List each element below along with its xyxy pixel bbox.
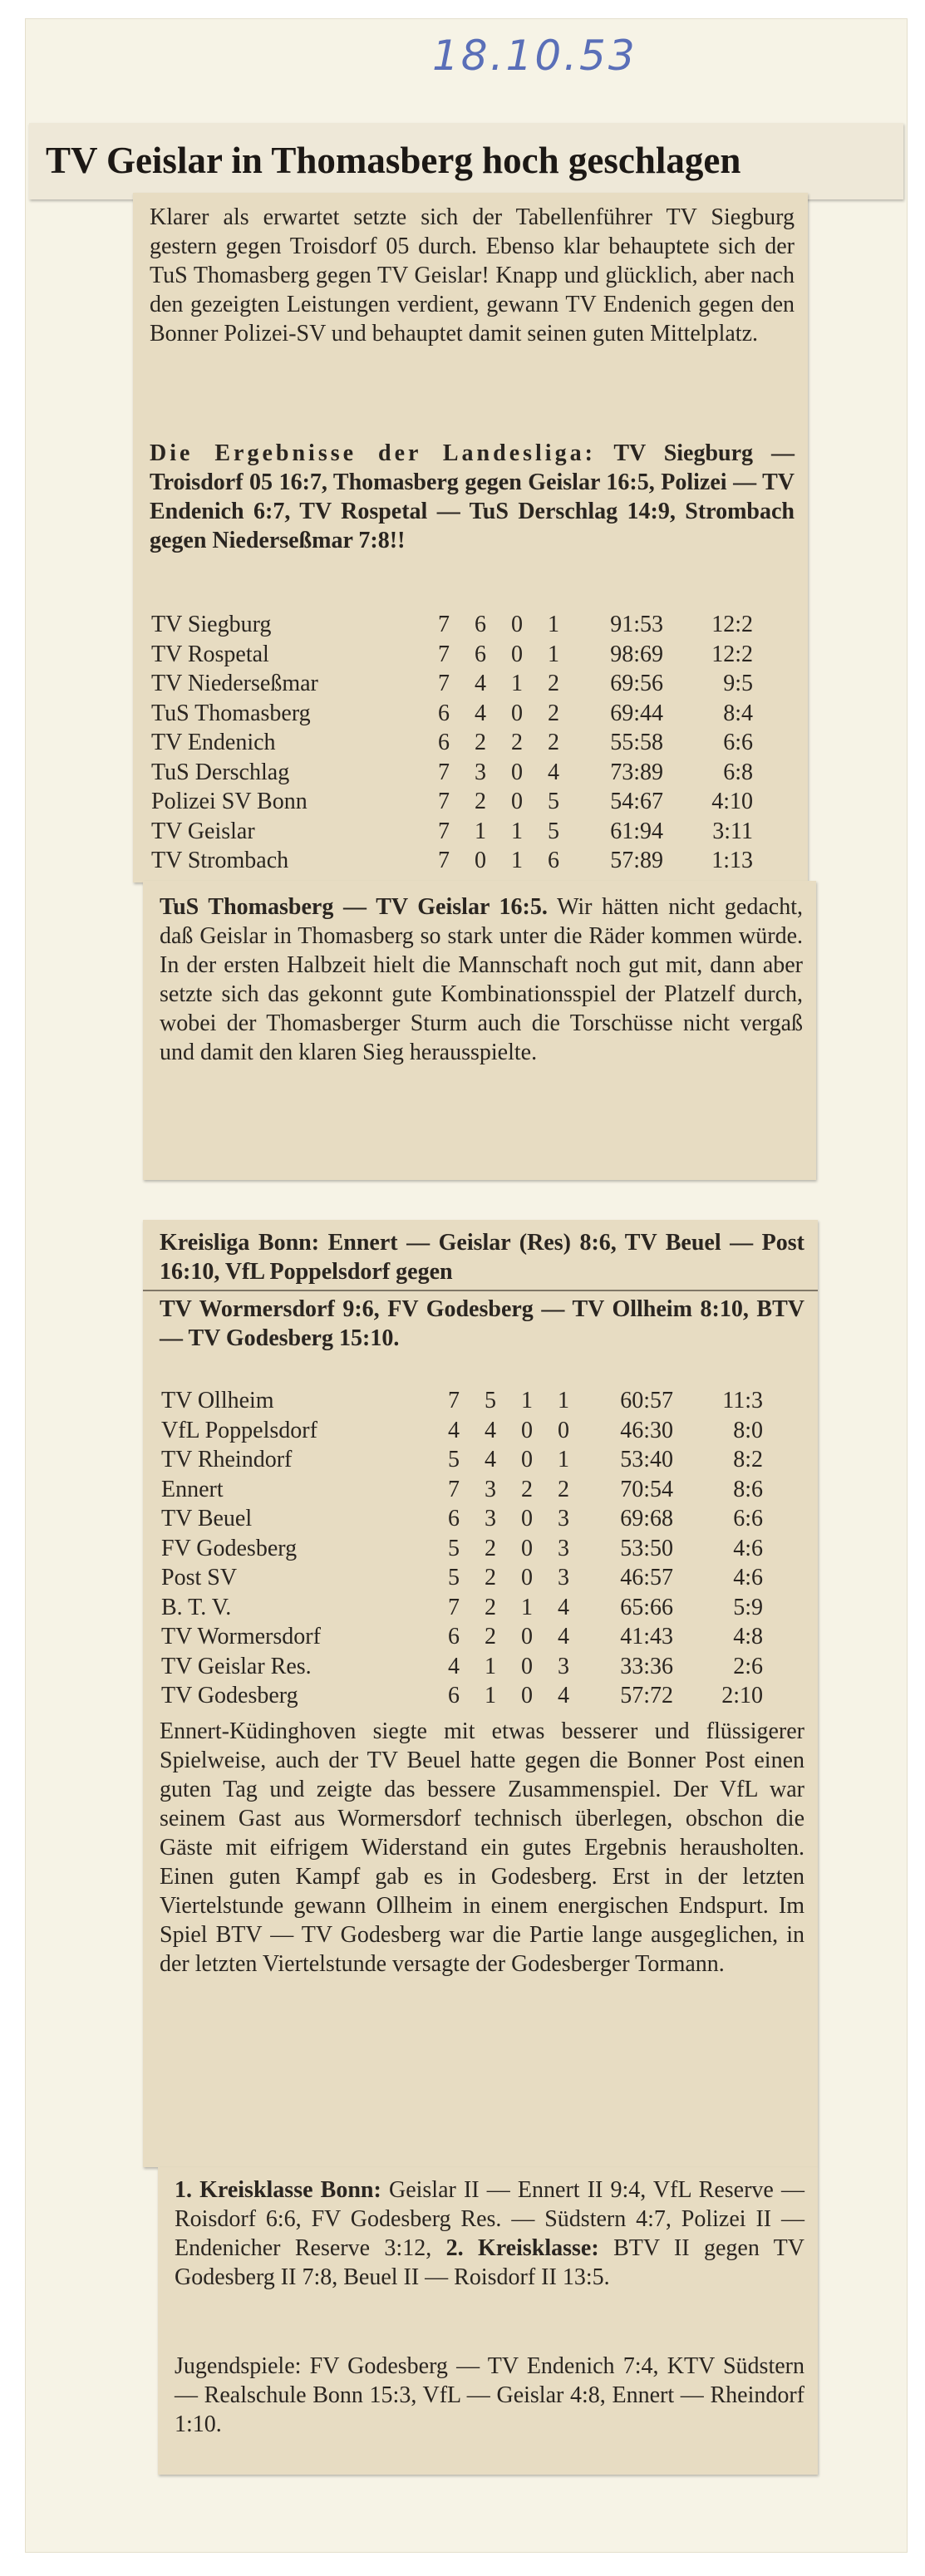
losses: 4 xyxy=(558,1594,569,1620)
losses: 4 xyxy=(558,1683,569,1708)
losses: 4 xyxy=(558,1624,569,1649)
table-row xyxy=(161,1475,763,1505)
wins: 2 xyxy=(475,789,486,814)
table-row xyxy=(151,787,753,817)
games-played: 5 xyxy=(448,1565,460,1590)
team-name: TV Geislar xyxy=(151,818,255,844)
draws: 1 xyxy=(511,848,523,873)
points: 4:6 xyxy=(733,1535,763,1561)
games-played: 4 xyxy=(448,1417,460,1443)
points: 8:4 xyxy=(723,700,753,726)
wins: 5 xyxy=(485,1388,496,1413)
goal-ratio: 69:44 xyxy=(610,700,663,726)
points: 2:6 xyxy=(733,1653,763,1679)
table-row xyxy=(161,1563,763,1593)
table-row xyxy=(151,758,753,788)
losses: 1 xyxy=(548,612,559,637)
games-played: 6 xyxy=(438,700,450,726)
draws: 0 xyxy=(521,1653,533,1679)
team-name: TuS Derschlag xyxy=(151,759,290,785)
draws: 0 xyxy=(521,1565,533,1590)
goal-ratio: 57:89 xyxy=(610,848,663,873)
points: 6:6 xyxy=(723,730,753,755)
team-name: TV Rheindorf xyxy=(161,1447,293,1472)
wins: 3 xyxy=(475,759,486,785)
goal-ratio: 53:50 xyxy=(620,1535,673,1561)
draws: 1 xyxy=(521,1388,533,1413)
goal-ratio: 41:43 xyxy=(620,1624,673,1649)
draws: 0 xyxy=(521,1624,533,1649)
points: 2:10 xyxy=(721,1683,763,1708)
points: 8:0 xyxy=(733,1417,763,1443)
team-name: TV Strombach xyxy=(151,848,289,873)
points: 8:6 xyxy=(733,1476,763,1502)
table-row xyxy=(161,1504,763,1534)
kreisklasse-2-label: 2. Kreisklasse: xyxy=(445,2235,599,2261)
goal-ratio: 33:36 xyxy=(620,1653,673,1679)
landesliga-results-text: TV Siegburg — Troisdorf 05 16:7, Thomasberg gegen Geislar 16:5, Polizei — TV Endenich 6:7, TV Rospetal — TuS Derschlag 14:9, Strombach gegen Niederseßmar 7:8!! xyxy=(150,440,795,553)
draws: 1 xyxy=(511,818,523,844)
games-played: 6 xyxy=(448,1506,460,1531)
headline-clipping xyxy=(29,123,903,199)
losses: 1 xyxy=(548,641,559,667)
wins: 4 xyxy=(485,1447,496,1472)
points: 3:11 xyxy=(712,818,753,844)
games-played: 7 xyxy=(438,759,450,785)
kreisklasse-results xyxy=(175,2175,804,2292)
draws: 1 xyxy=(521,1594,533,1620)
wins: 2 xyxy=(485,1535,496,1561)
goal-ratio: 98:69 xyxy=(610,641,663,667)
landesliga-heading: Die Ergebnisse der Landesliga: xyxy=(150,440,596,466)
goal-ratio: 69:56 xyxy=(610,671,663,696)
games-played: 6 xyxy=(448,1683,460,1708)
table-row xyxy=(151,610,753,640)
table-row xyxy=(151,640,753,670)
kreisklasse-clipping xyxy=(158,2167,818,2475)
wins: 2 xyxy=(485,1594,496,1620)
handwritten-date: 18.10.53 xyxy=(432,32,637,80)
wins: 4 xyxy=(475,671,486,696)
games-played: 7 xyxy=(448,1594,460,1620)
kreisklasse-2-text: BTV II gegen TV Godesberg II 7:8, Beuel II — Roisdorf II 13:5. xyxy=(175,2235,805,2290)
draws: 0 xyxy=(521,1506,533,1531)
table-row xyxy=(161,1593,763,1623)
draws: 0 xyxy=(511,789,523,814)
wins: 2 xyxy=(485,1624,496,1649)
games-played: 7 xyxy=(448,1476,460,1502)
losses: 6 xyxy=(548,848,559,873)
goal-ratio: 60:57 xyxy=(620,1388,673,1413)
wins: 6 xyxy=(475,612,486,637)
table-row xyxy=(151,669,753,699)
wins: 1 xyxy=(475,818,486,844)
wins: 4 xyxy=(485,1417,496,1443)
intro-paragraph: Klarer als erwartet setzte sich der Tabellenführer TV Siegburg gestern gegen Troisdorf 05 durch. Ebenso klar behauptete sich der TuS Thomasberg gegen TV Geislar! Knapp und glücklich, aber nach den gezeigten Leistungen verdient, gewann TV Endenich gegen den Bonner Polizei-SV und behauptet damit seinen guten Mittelplatz. xyxy=(150,204,795,347)
goal-ratio: 65:66 xyxy=(620,1594,673,1620)
kreisklasse-1-text: Geislar II — Ennert II 9:4, VfL Reserve — Roisdorf 6:6, FV Godesberg Res. — Südstern 4:7, Polizei II — Endenicher Reserve 3:12, xyxy=(175,2177,805,2261)
losses: 3 xyxy=(558,1535,569,1561)
team-name: TV Rospetal xyxy=(151,641,269,667)
losses: 1 xyxy=(558,1388,569,1413)
landesliga-clipping xyxy=(133,193,808,882)
draws: 1 xyxy=(511,671,523,696)
games-played: 7 xyxy=(438,818,450,844)
goal-ratio: 55:58 xyxy=(610,730,663,755)
draws: 0 xyxy=(511,641,523,667)
games-played: 4 xyxy=(448,1653,460,1679)
goal-ratio: 54:67 xyxy=(610,789,663,814)
kreisliga-report: Ennert-Küdinghoven siegte mit etwas besserer und flüssigerer Spielweise, auch der TV Beuel hatte gegen die Bonner Post einen guten Tag und zeigte das bessere Zusammenspiel. Der VfL war seinem Gast aus Wormersdorf technisch überlegen, obschon die Gäste mit eifrigem Widerstand ein gutes Ergebnis herausholten. Einen guten Kampf gab es in Godesberg. Erst in der letzten Viertelstunde gewann Ollheim in einem energischen Endspurt. Im Spiel BTV — TV Godesberg war die Partie lange ausgeglichen, in der letzten Viertelstunde versagte der Godesberger Tormann. xyxy=(160,1718,804,1977)
match-report-lead: TuS Thomasberg — TV Geislar 16:5. xyxy=(160,894,548,920)
goal-ratio: 73:89 xyxy=(610,759,663,785)
wins: 0 xyxy=(475,848,486,873)
points: 12:2 xyxy=(711,641,753,667)
team-name: TV Godesberg xyxy=(161,1683,298,1708)
points: 12:2 xyxy=(711,612,753,637)
losses: 1 xyxy=(558,1447,569,1472)
kreisliga-clipping xyxy=(143,1220,818,2167)
team-name: TuS Thomasberg xyxy=(151,700,311,726)
table-row xyxy=(161,1416,763,1446)
goal-ratio: 61:94 xyxy=(610,818,663,844)
table-row xyxy=(151,846,753,876)
team-name: Post SV xyxy=(161,1565,238,1590)
kreisklasse-1-label: 1. Kreisklasse Bonn: xyxy=(175,2177,381,2203)
landesliga-table xyxy=(151,610,753,876)
games-played: 7 xyxy=(438,671,450,696)
losses: 2 xyxy=(548,671,559,696)
games-played: 6 xyxy=(448,1624,460,1649)
table-row xyxy=(151,699,753,729)
goal-ratio: 53:40 xyxy=(620,1447,673,1472)
team-name: Ennert xyxy=(161,1476,224,1502)
goal-ratio: 70:54 xyxy=(620,1476,673,1502)
games-played: 6 xyxy=(438,730,450,755)
team-name: B. T. V. xyxy=(161,1594,232,1620)
wins: 1 xyxy=(485,1653,496,1679)
draws: 0 xyxy=(521,1683,533,1708)
games-played: 5 xyxy=(448,1447,460,1472)
losses: 5 xyxy=(548,818,559,844)
draws: 0 xyxy=(521,1535,533,1561)
goal-ratio: 46:57 xyxy=(620,1565,673,1590)
losses: 2 xyxy=(548,730,559,755)
table-row xyxy=(161,1534,763,1564)
losses: 2 xyxy=(548,700,559,726)
games-played: 7 xyxy=(438,789,450,814)
draws: 2 xyxy=(511,730,523,755)
wins: 2 xyxy=(485,1565,496,1590)
games-played: 7 xyxy=(438,848,450,873)
goal-ratio: 69:68 xyxy=(620,1506,673,1531)
games-played: 7 xyxy=(448,1388,460,1413)
points: 6:6 xyxy=(733,1506,763,1531)
team-name: TV Ollheim xyxy=(161,1388,274,1413)
points: 4:8 xyxy=(733,1624,763,1649)
match-report-clipping xyxy=(143,881,816,1180)
table-row xyxy=(161,1622,763,1652)
jugend-results: Jugendspiele: FV Godesberg — TV Endenich 7:4, KTV Südstern — Realschule Bonn 15:3, VfL — Geislar 4:8, Ennert — Rheindorf 1:10. xyxy=(175,2353,804,2437)
match-report xyxy=(160,892,803,1067)
wins: 1 xyxy=(485,1683,496,1708)
team-name: TV Beuel xyxy=(161,1506,253,1531)
games-played: 7 xyxy=(438,641,450,667)
goal-ratio: 57:72 xyxy=(620,1683,673,1708)
table-row xyxy=(161,1652,763,1682)
wins: 6 xyxy=(475,641,486,667)
draws: 0 xyxy=(521,1417,533,1443)
draws: 0 xyxy=(521,1447,533,1472)
losses: 3 xyxy=(558,1506,569,1531)
headline: TV Geislar in Thomasberg hoch geschlagen xyxy=(46,140,741,181)
goal-ratio: 46:30 xyxy=(620,1417,673,1443)
kreisliga-results-1: Kreisliga Bonn: Ennert — Geislar (Res) 8:6, TV Beuel — Post 16:10, VfL Poppelsdorf gegen xyxy=(160,1230,804,1285)
games-played: 5 xyxy=(448,1535,460,1561)
table-row xyxy=(151,817,753,847)
kreisliga-table xyxy=(161,1386,763,1711)
points: 9:5 xyxy=(723,671,753,696)
divider-rule xyxy=(143,1290,818,1291)
table-row xyxy=(161,1386,763,1416)
team-name: TV Geislar Res. xyxy=(161,1653,312,1679)
games-played: 7 xyxy=(438,612,450,637)
team-name: TV Endenich xyxy=(151,730,276,755)
points: 4:10 xyxy=(711,789,753,814)
table-row xyxy=(161,1445,763,1475)
team-name: VfL Poppelsdorf xyxy=(161,1417,317,1443)
wins: 3 xyxy=(485,1476,496,1502)
draws: 0 xyxy=(511,759,523,785)
team-name: FV Godesberg xyxy=(161,1535,298,1561)
team-name: Polizei SV Bonn xyxy=(151,789,308,814)
points: 8:2 xyxy=(733,1447,763,1472)
table-row xyxy=(151,728,753,758)
team-name: TV Niederseßmar xyxy=(151,671,318,696)
losses: 5 xyxy=(548,789,559,814)
landesliga-results xyxy=(150,439,795,555)
losses: 3 xyxy=(558,1653,569,1679)
goal-ratio: 91:53 xyxy=(610,612,663,637)
table-row xyxy=(161,1681,763,1711)
team-name: TV Siegburg xyxy=(151,612,272,637)
wins: 2 xyxy=(475,730,486,755)
match-report-text: Wir hätten nicht gedacht, daß Geislar in Thomasberg so stark unter die Räder kommen würde. In der ersten Halbzeit hielt die Mannschaft noch gut mit, dann aber setzte sich das gekonnt gute Kombinationsspiel der Platzelf durch, wobei der Thomasberger Sturm auch die Torschüsse nicht vergaß und damit den klaren Sieg herausspielte. xyxy=(160,894,803,1065)
wins: 3 xyxy=(485,1506,496,1531)
losses: 2 xyxy=(558,1476,569,1502)
kreisliga-results-2: TV Wormersdorf 9:6, FV Godesberg — TV Ollheim 8:10, BTV — TV Godesberg 15:10. xyxy=(160,1296,804,1351)
points: 4:6 xyxy=(733,1565,763,1590)
wins: 4 xyxy=(475,700,486,726)
draws: 0 xyxy=(511,612,523,637)
losses: 4 xyxy=(548,759,559,785)
losses: 3 xyxy=(558,1565,569,1590)
team-name: TV Wormersdorf xyxy=(161,1624,321,1649)
points: 1:13 xyxy=(711,848,753,873)
points: 5:9 xyxy=(733,1594,763,1620)
points: 6:8 xyxy=(723,759,753,785)
losses: 0 xyxy=(558,1417,569,1443)
draws: 2 xyxy=(521,1476,533,1502)
points: 11:3 xyxy=(722,1388,763,1413)
draws: 0 xyxy=(511,700,523,726)
